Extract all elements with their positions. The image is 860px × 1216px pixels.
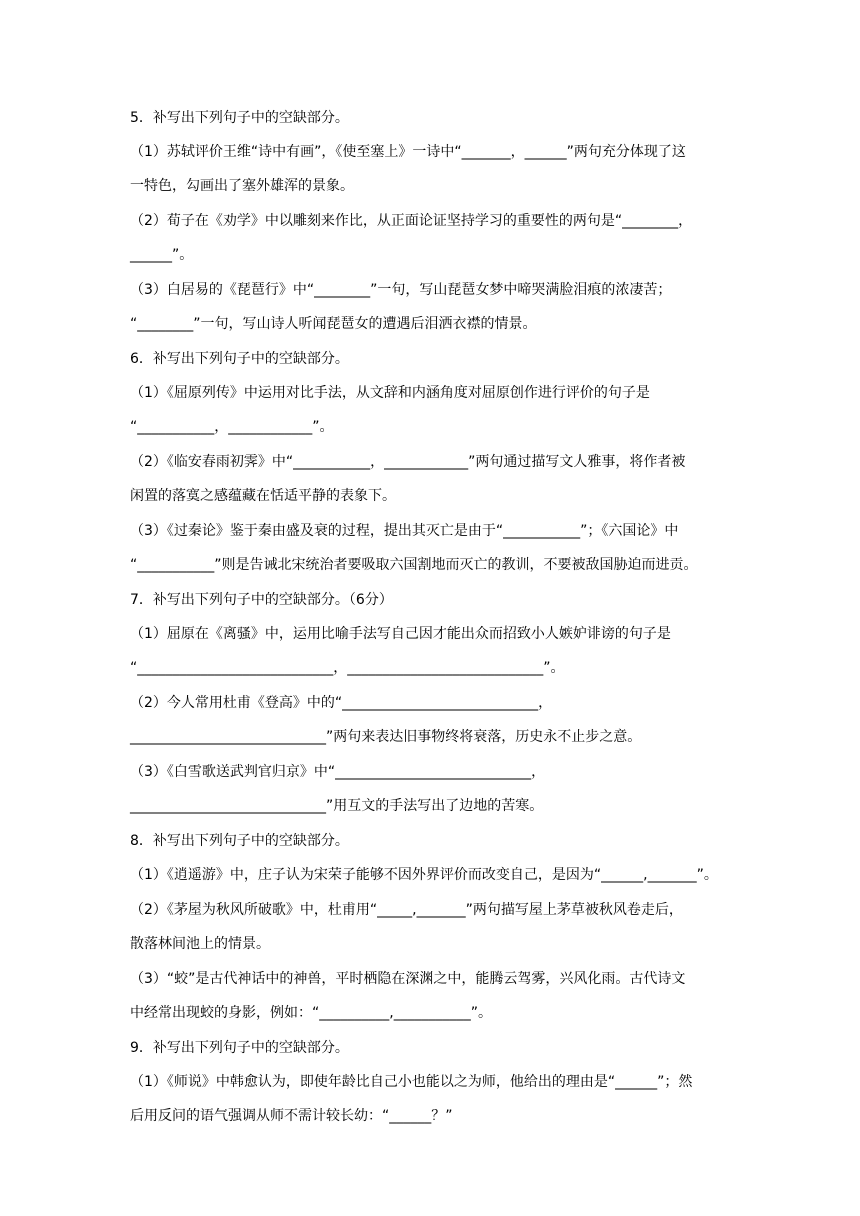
question-6-item-1-line-2: “___________，____________”。 [130, 419, 334, 435]
question-5-item-3-line-1: （3）白居易的《琵琶行》中“________”一句，写山琵琶女梦中啼哭满脸泪痕的浓凄苦； [130, 282, 672, 298]
question-7-heading: 7．补写出下列句子中的空缺部分。（6分） [130, 592, 393, 608]
question-6-item-1-line-1: （1）《屈原列传》中运用对比手法，从文辞和内涵角度对屈原创作进行评价的句子是 [130, 385, 650, 401]
question-8-item-3-line-2: 中经常出现蛟的身影，例如：“__________,___________”。 [130, 1005, 492, 1021]
question-8-item-3-line-1: （3）“蛟”是古代神话中的神兽，平时栖隐在深渊之中，能腾云驾雾，兴风化雨。古代诗文 [130, 971, 686, 987]
question-7-item-1-line-2: “____________________________，____________________________”。 [130, 660, 565, 676]
question-8-heading: 8．补写出下列句子中的空缺部分。 [130, 833, 349, 849]
question-5-heading: 5．补写出下列句子中的空缺部分。 [130, 110, 349, 126]
question-content [130, 108, 738, 1126]
question-5-item-1-line-2: 一特色，勾画出了塞外雄浑的景象。 [130, 178, 354, 194]
question-6-item-2-line-2: 闲置的落寞之感蕴藏在恬适平静的表象下。 [130, 488, 396, 504]
question-5-item-2-line-1: （2）荀子在《劝学》中以雕刻来作比，从正面论证坚持学习的重要性的两句是“________， [130, 213, 693, 229]
question-8-item-2-line-1: （2）《茅屋为秋风所破歌》中，杜甫用“_____,_______”两句描写屋上茅草被秋风卷走后， [130, 902, 683, 918]
question-8-item-2-line-2: 散落林间池上的情景。 [130, 936, 270, 952]
question-6-heading: 6．补写出下列句子中的空缺部分。 [130, 351, 349, 367]
question-7-item-2-line-2: ____________________________”两句来表达旧事物终将衰落，历史永不止步之意。 [130, 729, 642, 745]
question-7-item-2-line-1: （2）今人常用杜甫《登高》中的“____________________________， [130, 695, 553, 711]
question-8-item-1-line-1: （1）《逍遥游》中，庄子认为宋荣子能够不因外界评价而改变自己，是因为“______,_______”。 [130, 867, 718, 883]
question-9-item-1-line-1: （1）《师说》中韩愈认为，即使年龄比自己小也能以之为师，他给出的理由是“______”；然 [130, 1074, 693, 1090]
question-9-heading: 9．补写出下列句子中的空缺部分。 [130, 1040, 349, 1056]
question-7-item-3-line-2: ____________________________”用互文的手法写出了边地的苦寒。 [130, 798, 544, 814]
question-6-item-2-line-1: （2）《临安春雨初霁》中“___________，____________”两句通过描写文人雅事，将作者被 [130, 454, 686, 470]
question-7-item-3-line-1: （3）《白雪歌送武判官归京》中“____________________________， [130, 764, 546, 780]
question-5-item-1-line-1: （1）苏轼评价王维“诗中有画”，《使至塞上》一诗中“_______，______”两句充分体现了这 [130, 144, 686, 160]
question-6-item-3-line-2: “___________”则是告诫北宋统治者要吸取六国割地而灭亡的教训，不要被敌国胁迫而进贡。 [130, 557, 698, 573]
question-6-item-3-line-1: （3）《过秦论》鉴于秦由盛及衰的过程，提出其灭亡是由于“___________”；《六国论》中 [130, 523, 679, 539]
question-5-item-2-line-2: ______”。 [130, 247, 194, 263]
question-5-item-3-line-2: “________”一句，写山诗人听闻琵琶女的遭遇后泪洒衣襟的情景。 [130, 316, 537, 332]
question-7-item-1-line-1: （1）屈原在《离骚》中，运用比喻手法写自己因才能出众而招致小人嫉妒诽谤的句子是 [130, 626, 671, 642]
question-9-item-1-line-2: 后用反问的语气强调从师不需计较长幼：“______？” [130, 1108, 453, 1124]
